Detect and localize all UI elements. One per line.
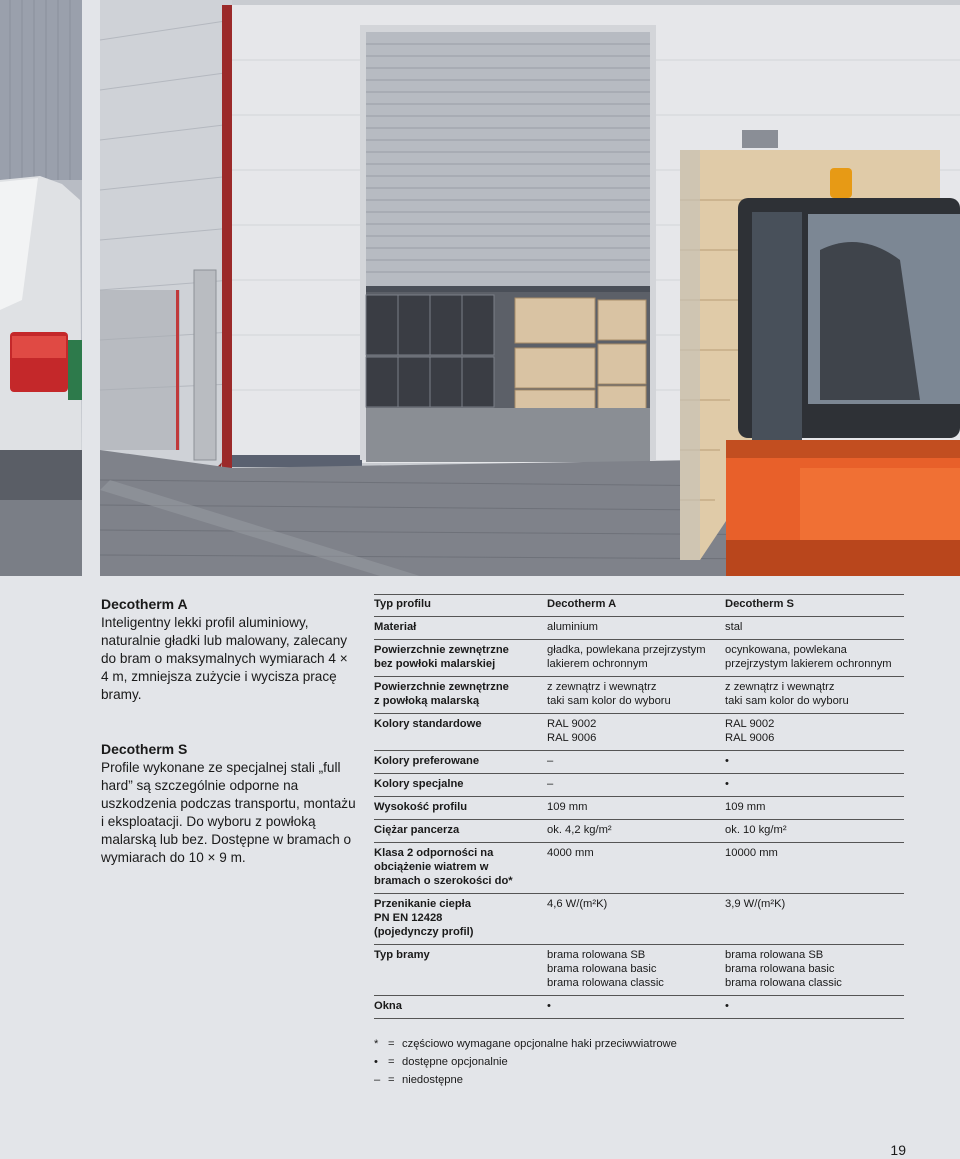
legend-equals: = <box>388 1074 395 1086</box>
row-label: Wysokość profilu <box>374 801 468 813</box>
spec-table <box>374 594 904 1019</box>
table-row <box>374 713 904 750</box>
decotherm-s-title: Decotherm S <box>101 741 188 757</box>
cell-decotherm-s: brama rolowana SB brama rolowana basic brama rolowana classic <box>725 949 842 989</box>
legend-item <box>374 1071 677 1089</box>
legend-equals: = <box>388 1056 395 1068</box>
table-row <box>374 639 904 676</box>
cell-decotherm-a: 109 mm <box>547 801 588 813</box>
hero-photo <box>0 0 960 576</box>
legend-text: częściowo wymagane opcjonalne haki przeciwwiatrowe <box>402 1038 677 1050</box>
cell-decotherm-a: – <box>547 778 554 790</box>
cell-decotherm-a: aluminium <box>547 621 598 633</box>
cell-decotherm-a: z zewnątrz i wewnątrz taki sam kolor do wyboru <box>547 681 671 707</box>
cell-decotherm-a: • <box>547 1000 551 1012</box>
cell-decotherm-s: stal <box>725 621 743 633</box>
cell-decotherm-s: • <box>725 755 729 767</box>
row-label: Materiał <box>374 621 417 633</box>
row-label: Kolory preferowane <box>374 755 480 767</box>
row-label: Okna <box>374 1000 402 1012</box>
table-row <box>374 944 904 995</box>
cell-decotherm-s: ok. 10 kg/m² <box>725 824 787 836</box>
cell-decotherm-s: 10000 mm <box>725 847 778 859</box>
decotherm-s-description <box>101 740 356 867</box>
cell-decotherm-s: • <box>725 1000 729 1012</box>
table-row <box>374 773 904 796</box>
table-row <box>374 893 904 944</box>
table-row <box>374 750 904 773</box>
table-row <box>374 819 904 842</box>
decotherm-s-text: Profile wykonane ze specjalnej stali „full hard” są szczególnie odporne na uszkodzenia podczas transportu, montażu i eksploatacji. Do wyboru z powłoką malarską lub bez. Dostępne w bramach o wymiarach do 10 × 9 m. <box>101 760 356 865</box>
cell-decotherm-a: gładka, powlekana przejrzystym lakierem ochronnym <box>547 644 706 670</box>
table-row <box>374 995 904 1019</box>
table-row <box>374 796 904 819</box>
cell-decotherm-s: RAL 9002 RAL 9006 <box>725 718 775 744</box>
legend-symbol: • <box>374 1056 378 1068</box>
page-number: 19 <box>890 1142 906 1158</box>
cell-decotherm-s: ocynkowana, powlekana przejrzystym lakierem ochronnym <box>725 644 892 670</box>
table-row <box>374 842 904 893</box>
decotherm-a-text: Inteligentny lekki profil aluminiowy, naturalnie gładki lub malowany, zalecany do bram o maksymalnych wymiarach 4 × 4 m, zmniejsza zużycie i wycisza pracę bramy. <box>101 615 348 702</box>
legend-equals: = <box>388 1038 395 1050</box>
cell-decotherm-s: z zewnątrz i wewnątrz taki sam kolor do wyboru <box>725 681 849 707</box>
row-label: Ciężar pancerza <box>374 824 460 836</box>
legend-item <box>374 1035 677 1053</box>
table-row <box>374 676 904 713</box>
row-label: Klasa 2 odporności na obciążenie wiatrem w bramach o szerokości do* <box>374 847 513 887</box>
row-label: Kolory standardowe <box>374 718 482 730</box>
header-decotherm-s: Decotherm S <box>725 598 795 610</box>
legend-symbol: * <box>374 1038 379 1050</box>
cell-decotherm-a: ok. 4,2 kg/m² <box>547 824 612 836</box>
cell-decotherm-a: 4,6 W/(m²K) <box>547 898 608 910</box>
header-decotherm-a: Decotherm A <box>547 598 617 610</box>
row-label: Powierzchnie zewnętrzne bez powłoki malarskiej <box>374 644 509 670</box>
cell-decotherm-a: 4000 mm <box>547 847 594 859</box>
legend-text: dostępne opcjonalnie <box>402 1056 508 1068</box>
legend-text: niedostępne <box>402 1074 463 1086</box>
cell-decotherm-a: – <box>547 755 554 767</box>
cell-decotherm-a: brama rolowana SB brama rolowana basic brama rolowana classic <box>547 949 664 989</box>
row-label: Kolory specjalne <box>374 778 464 790</box>
decotherm-a-title: Decotherm A <box>101 596 188 612</box>
decotherm-a-description <box>101 595 356 704</box>
header-profile-type: Typ profilu <box>374 598 431 610</box>
row-label: Typ bramy <box>374 949 430 961</box>
cell-decotherm-s: 3,9 W/(m²K) <box>725 898 786 910</box>
legend-symbol: – <box>374 1074 381 1086</box>
row-label: Powierzchnie zewnętrzne z powłoką malarską <box>374 681 509 707</box>
cell-decotherm-s: 109 mm <box>725 801 766 813</box>
warehouse-illustration <box>0 0 960 576</box>
legend-item <box>374 1053 677 1071</box>
spec-table-header <box>374 594 904 616</box>
cell-decotherm-a: RAL 9002 RAL 9006 <box>547 718 597 744</box>
row-label: Przenikanie ciepła PN EN 12428 (pojedynczy profil) <box>374 898 474 938</box>
table-row <box>374 616 904 639</box>
cell-decotherm-s: • <box>725 778 729 790</box>
legend <box>374 1035 677 1089</box>
